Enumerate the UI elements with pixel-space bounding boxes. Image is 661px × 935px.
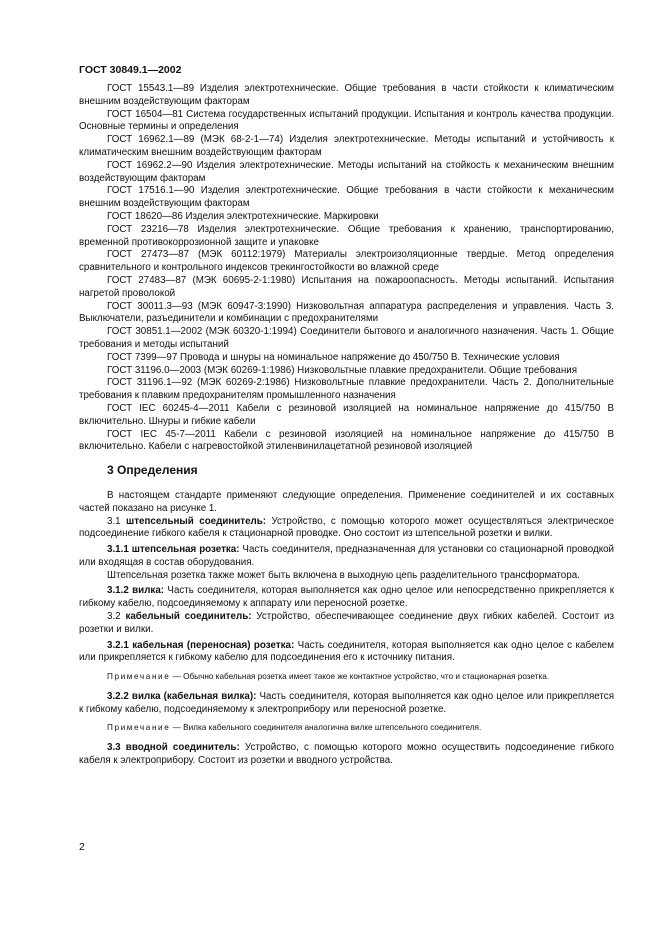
definition-3-2-1	[79, 640, 614, 666]
reference-item: ГОСТ 7399—97 Провода и шнуры на номинальное напряжение до 450/750 В. Технические условия	[107, 351, 560, 363]
reference-item: ГОСТ 16962.2—90 Изделия электротехнические. Методы испытаний на стойкость к механическим внешним воздействующим факторам	[79, 159, 614, 184]
definition-number: 3.1	[107, 515, 127, 527]
reference-item: ГОСТ IEC 45-7—2011 Кабели с резиновой изоляцией на номинальное напряжение до 415/750 В включительно. Кабели с нагревостойкой этиленвинилацетатной резиновой изоляцией	[79, 428, 614, 453]
definition-text: Часть соединителя, которая выполняется как одно целое или непосредственно прикрепляется к гибкому кабелю, подсоединяемому к аппарату или переносной розетке.	[79, 585, 614, 610]
definition-text: Часть соединителя, которая выполняется как одно целое или прикрепляется к гибкому кабелю, подсоединяемому к электроприбору или переносной розетке.	[79, 690, 615, 715]
reference-item: ГОСТ 16504—81 Система государственных испытаний продукции. Испытания и контроль качества продукции. Основные термины и определения	[79, 108, 614, 133]
reference-item: ГОСТ 30851.1—2002 (МЭК 60320-1:1994) Соединители бытового и аналогичного назначения. Часть 1. Общие требования и методы испытаний	[79, 326, 614, 350]
reference-item: ГОСТ 27483—87 (МЭК 60695-2-1:1980) Испытания на пожароопасность. Методы испытаний. Испытания нагретой проволокой	[79, 274, 614, 299]
reference-item: ГОСТ 23216—78 Изделия электротехнические. Общие требования к хранению, транспортированию, временной противокоррозионной защите и упаковке	[79, 223, 614, 248]
definition-number: 3.2.1	[107, 639, 133, 651]
definition-term: вилка (кабельная вилка):	[131, 690, 257, 702]
reference-item: ГОСТ IEC 60245-4—2011 Кабели с резиновой изоляцией на номинальное напряжение до 415/750 В включительно. Шнуры и гибкие кабели	[79, 402, 614, 427]
definition-number: 3.2	[107, 611, 126, 623]
definition-3-1-1	[79, 544, 614, 570]
section-title: 3 Определения	[107, 463, 198, 478]
definition-term: штепсельная розетка:	[131, 544, 240, 556]
normative-references-list	[79, 83, 614, 454]
definition-3-2	[79, 611, 614, 637]
reference-item: ГОСТ 27473—87 (МЭК 60112:1979) Материалы электроизоляционные твердые. Метод определения сравнительного и контрольного индексов трекингостойкости во влажной среде	[79, 249, 614, 274]
definition-3-1	[79, 516, 614, 542]
definition-term: штепсельный соединитель:	[126, 515, 267, 527]
definition-term: кабельный соединитель:	[125, 611, 252, 623]
note-label: Примечание	[107, 672, 171, 682]
definition-text: Устройство, обеспечивающее соединение двух гибких кабелей. Состоит из розетки и вилки.	[79, 611, 615, 635]
page-number: 2	[79, 841, 85, 853]
definition-3-2-2	[79, 691, 614, 717]
definition-3-1-2	[79, 585, 614, 611]
reference-item: ГОСТ 30011.3—93 (МЭК 60947-3:1990) Низковольтная аппаратура распределения и управления. Часть 3. Выключатели, разъединители и комбинации с предохранителями	[79, 300, 614, 325]
note-text: — Вилка кабельного соединителя аналогична вилке штепсельного соединителя.	[170, 723, 482, 733]
note-text: — Обычно кабельная розетка имеет такое же контактное устройство, что и стационарная розетка.	[170, 672, 550, 682]
definition-term: вводной соединитель:	[125, 741, 240, 753]
definition-term: вилка:	[132, 585, 165, 597]
reference-item: ГОСТ 17516.1—90 Изделия электротехнические. Общие требования в части стойкости к механическим внешним воздействующим факторам	[79, 185, 614, 210]
definition-3-3	[79, 742, 614, 768]
definition-text: Часть соединителя, предназначенная для установки со стационарной проводкой или входящая в состав оборудования.	[79, 544, 615, 568]
note-2	[79, 722, 614, 734]
definition-text: Устройство, с помощью которого может осуществляться электрическое подсоединение гибкого кабеля к стационарной проводке. Оно состоит из штепсельной розетки и вилки.	[79, 515, 614, 540]
definition-3-1-1-extra: Штепсельная розетка также может быть включена в выходную цепь разделительного трансформатора.	[107, 569, 580, 581]
definitions-intro: В настоящем стандарте применяют следующие определения. Применение соединителей и их составных частей показано на рисунке 1.	[79, 489, 614, 514]
note-1	[79, 671, 614, 683]
definition-number: 3.1.1	[107, 544, 132, 556]
definition-text: Часть соединителя, которая выполняется как одно целое с кабелем или прикрепляется к гибкому кабелю для подсоединения его к источнику питания.	[79, 639, 614, 664]
reference-item: ГОСТ 16962.1—89 (МЭК 68-2-1—74) Изделия электротехнические. Методы испытаний и устойчивость к климатическим внешним воздействующим факторам	[79, 134, 614, 158]
reference-item: ГОСТ 31196.0—2003 (МЭК 60269-1:1986) Низковольтные плавкие предохранители. Общие требования	[107, 364, 578, 376]
reference-item: ГОСТ 18620—86 Изделия электротехнические. Маркировки	[107, 210, 379, 222]
reference-item: ГОСТ 31196.1—92 (МЭК 60269-2:1986) Низковольтные плавкие предохранители. Часть 2. Дополнительные требования к плавким предохранителям промышленного назначения	[79, 377, 614, 402]
page-content	[79, 83, 614, 767]
reference-item: ГОСТ 15543.1—89 Изделия электротехнические. Общие требования в части стойкости к климатическим внешним воздействующим факторам	[79, 83, 614, 107]
document-header: ГОСТ 30849.1—2002	[79, 64, 182, 76]
definition-number: 3.2.2	[107, 690, 132, 702]
definitions-list	[79, 490, 614, 768]
definition-term: кабельная (переносная) розетка:	[132, 639, 295, 651]
definition-text: Устройство, с помощью которого можно осуществить подсоединение гибкого кабеля к электроприбору. Состоит из розетки и вводного устройства.	[79, 741, 614, 766]
definition-number: 3.1.2	[107, 585, 133, 597]
definition-number: 3.3	[107, 741, 126, 753]
note-label: Примечание	[107, 723, 171, 733]
